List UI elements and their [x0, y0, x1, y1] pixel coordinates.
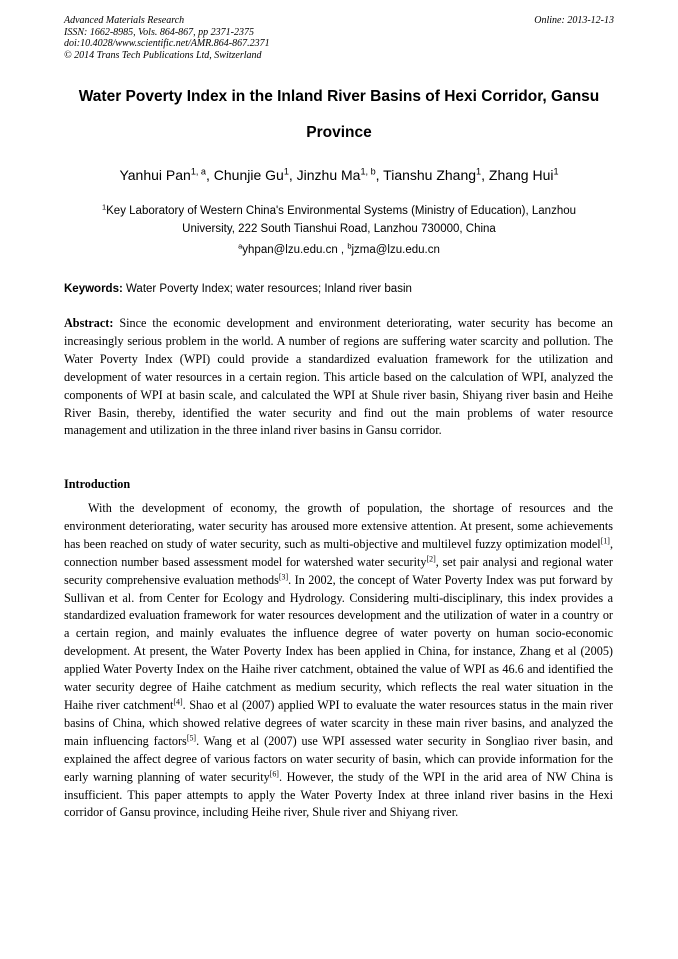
email-a: yhpan@lzu.edu.cn [242, 244, 338, 256]
citation-ref: [5] [186, 733, 197, 743]
online-date: Online: 2013-12-13 [534, 15, 614, 26]
author-list [30, 166, 648, 184]
citation-ref: [6] [269, 768, 279, 778]
author-emails: $^a$yhpan@lzu.edu.cn , $^b$jzma@lzu.edu.cn [238, 241, 440, 256]
paper-title-line-1: Water Poverty Index in the Inland River Basins of Hexi Corridor, Gansu [78, 88, 600, 105]
abstract [64, 315, 613, 440]
section-heading-introduction: Introduction [64, 477, 131, 491]
citation-ref: [3] [278, 571, 289, 581]
citation-ref: [1] [600, 536, 610, 546]
author: Zhang Hui$^1$ [488, 166, 559, 183]
email-b: jzma@lzu.edu.cn [351, 244, 440, 256]
doi-line: doi:10.4028/www.scientific.net/AMR.864-867.2371 [64, 38, 270, 49]
abstract-label: Abstract: [64, 316, 114, 330]
citation-ref: [2] [426, 553, 436, 563]
copyright-line: © 2014 Trans Tech Publications Ltd, Switzerland [64, 49, 262, 61]
introduction-paragraph: With the development of economy, the growth of population, the shortage of resources and the environment deteriorating, water security has aroused more extensive attention. At present, some achievements has been reached on study of water security, such as multi-objective and multilevel fuzzy optimization model[1], connection number based assessment model for watershed water security[2], set pair analysi and regional water security comprehensive evaluation methods[3]. In 2002, the concept of Water Poverty Index was put forward by Sullivan et al. from Center for Ecology and Hydrology. Considering multi-disciplinary, this index provides a standardized evaluation framework for water resources development and the utilization of water in a country or a certain region, and mainly evaluates the influence degree of water poverty on human socio-economic development. At present, the Water Poverty Index has been applied in China, for instance, Zhang et al (2005) applied Water Poverty Index on the Haihe river catchment, obtained the value of WPI as 46.6 and identified the water security degree of Haihe catchment as medium security, which reflects the real water situation in the Haihe river catchment[4]. Shao et al (2007) applied WPI to evaluate the water resources status in the main river basins of China, which showed relative degrees of water scarcity in these main river basins, and analyzed the main influencing factors[5]. Wang et al (2007) use WPI assessed water security in Songliao river basin, and explained the affect degree of various factors on water security of basin, which can provide information for the early warning planning of water security[6]. However, the study of the WPI in the arid area of NW China is insufficient. This paper attempts to apply the Water Poverty Index at three inland river basins in the Hexi corridor of Gansu province, including Heihe river, Shule river and Shiyang river. [64, 501, 613, 820]
keywords-label: Keywords: [64, 283, 123, 295]
affiliation [40, 202, 638, 238]
author: Tianshu Zhang$^1$, [383, 166, 489, 183]
journal-header [64, 15, 270, 61]
abstract-text: Since the economic development and environment deteriorating, water security has become an increasingly serious problem in the world. A number of regions are suffering water scarcity and pollution. The Water Poverty Index (WPI) could provide a standardized evaluation framework for the utilization and development of water resources in a certain region. This article based on the calculation of WPI, analyzed the components of WPI at basin scale, and calculated the WPI at Shule river basin, Shiyang river basin and Heihe River Basin, thereby, identified the water security and find out the main problems of water resource management and utilization in the three inland river basins in Gansu corridor. [64, 316, 613, 438]
keywords [64, 282, 624, 296]
author: Yanhui Pan$^{1, a}$, [119, 166, 214, 183]
author: Jinzhu Ma$^{1, b}$, [296, 166, 384, 183]
issn-line: ISSN: 1662-8985, Vols. 864-867, pp 2371-2375 [64, 26, 254, 38]
journal-name: Advanced Materials Research [64, 15, 185, 26]
affiliation-line-1: $^1$Key Laboratory of Western China's Environmental Systems (Ministry of Education), Lanzhou [101, 202, 577, 217]
paper-title-line-2: Province [306, 124, 372, 141]
author: Chunjie Gu$^1$, [213, 166, 297, 183]
citation-ref: [4] [173, 697, 183, 707]
keywords-text: Water Poverty Index; water resources; Inland river basin [122, 283, 412, 295]
affiliation-line-2: University, 222 South Tianshui Road, Lanzhou 730000, China [182, 223, 496, 235]
